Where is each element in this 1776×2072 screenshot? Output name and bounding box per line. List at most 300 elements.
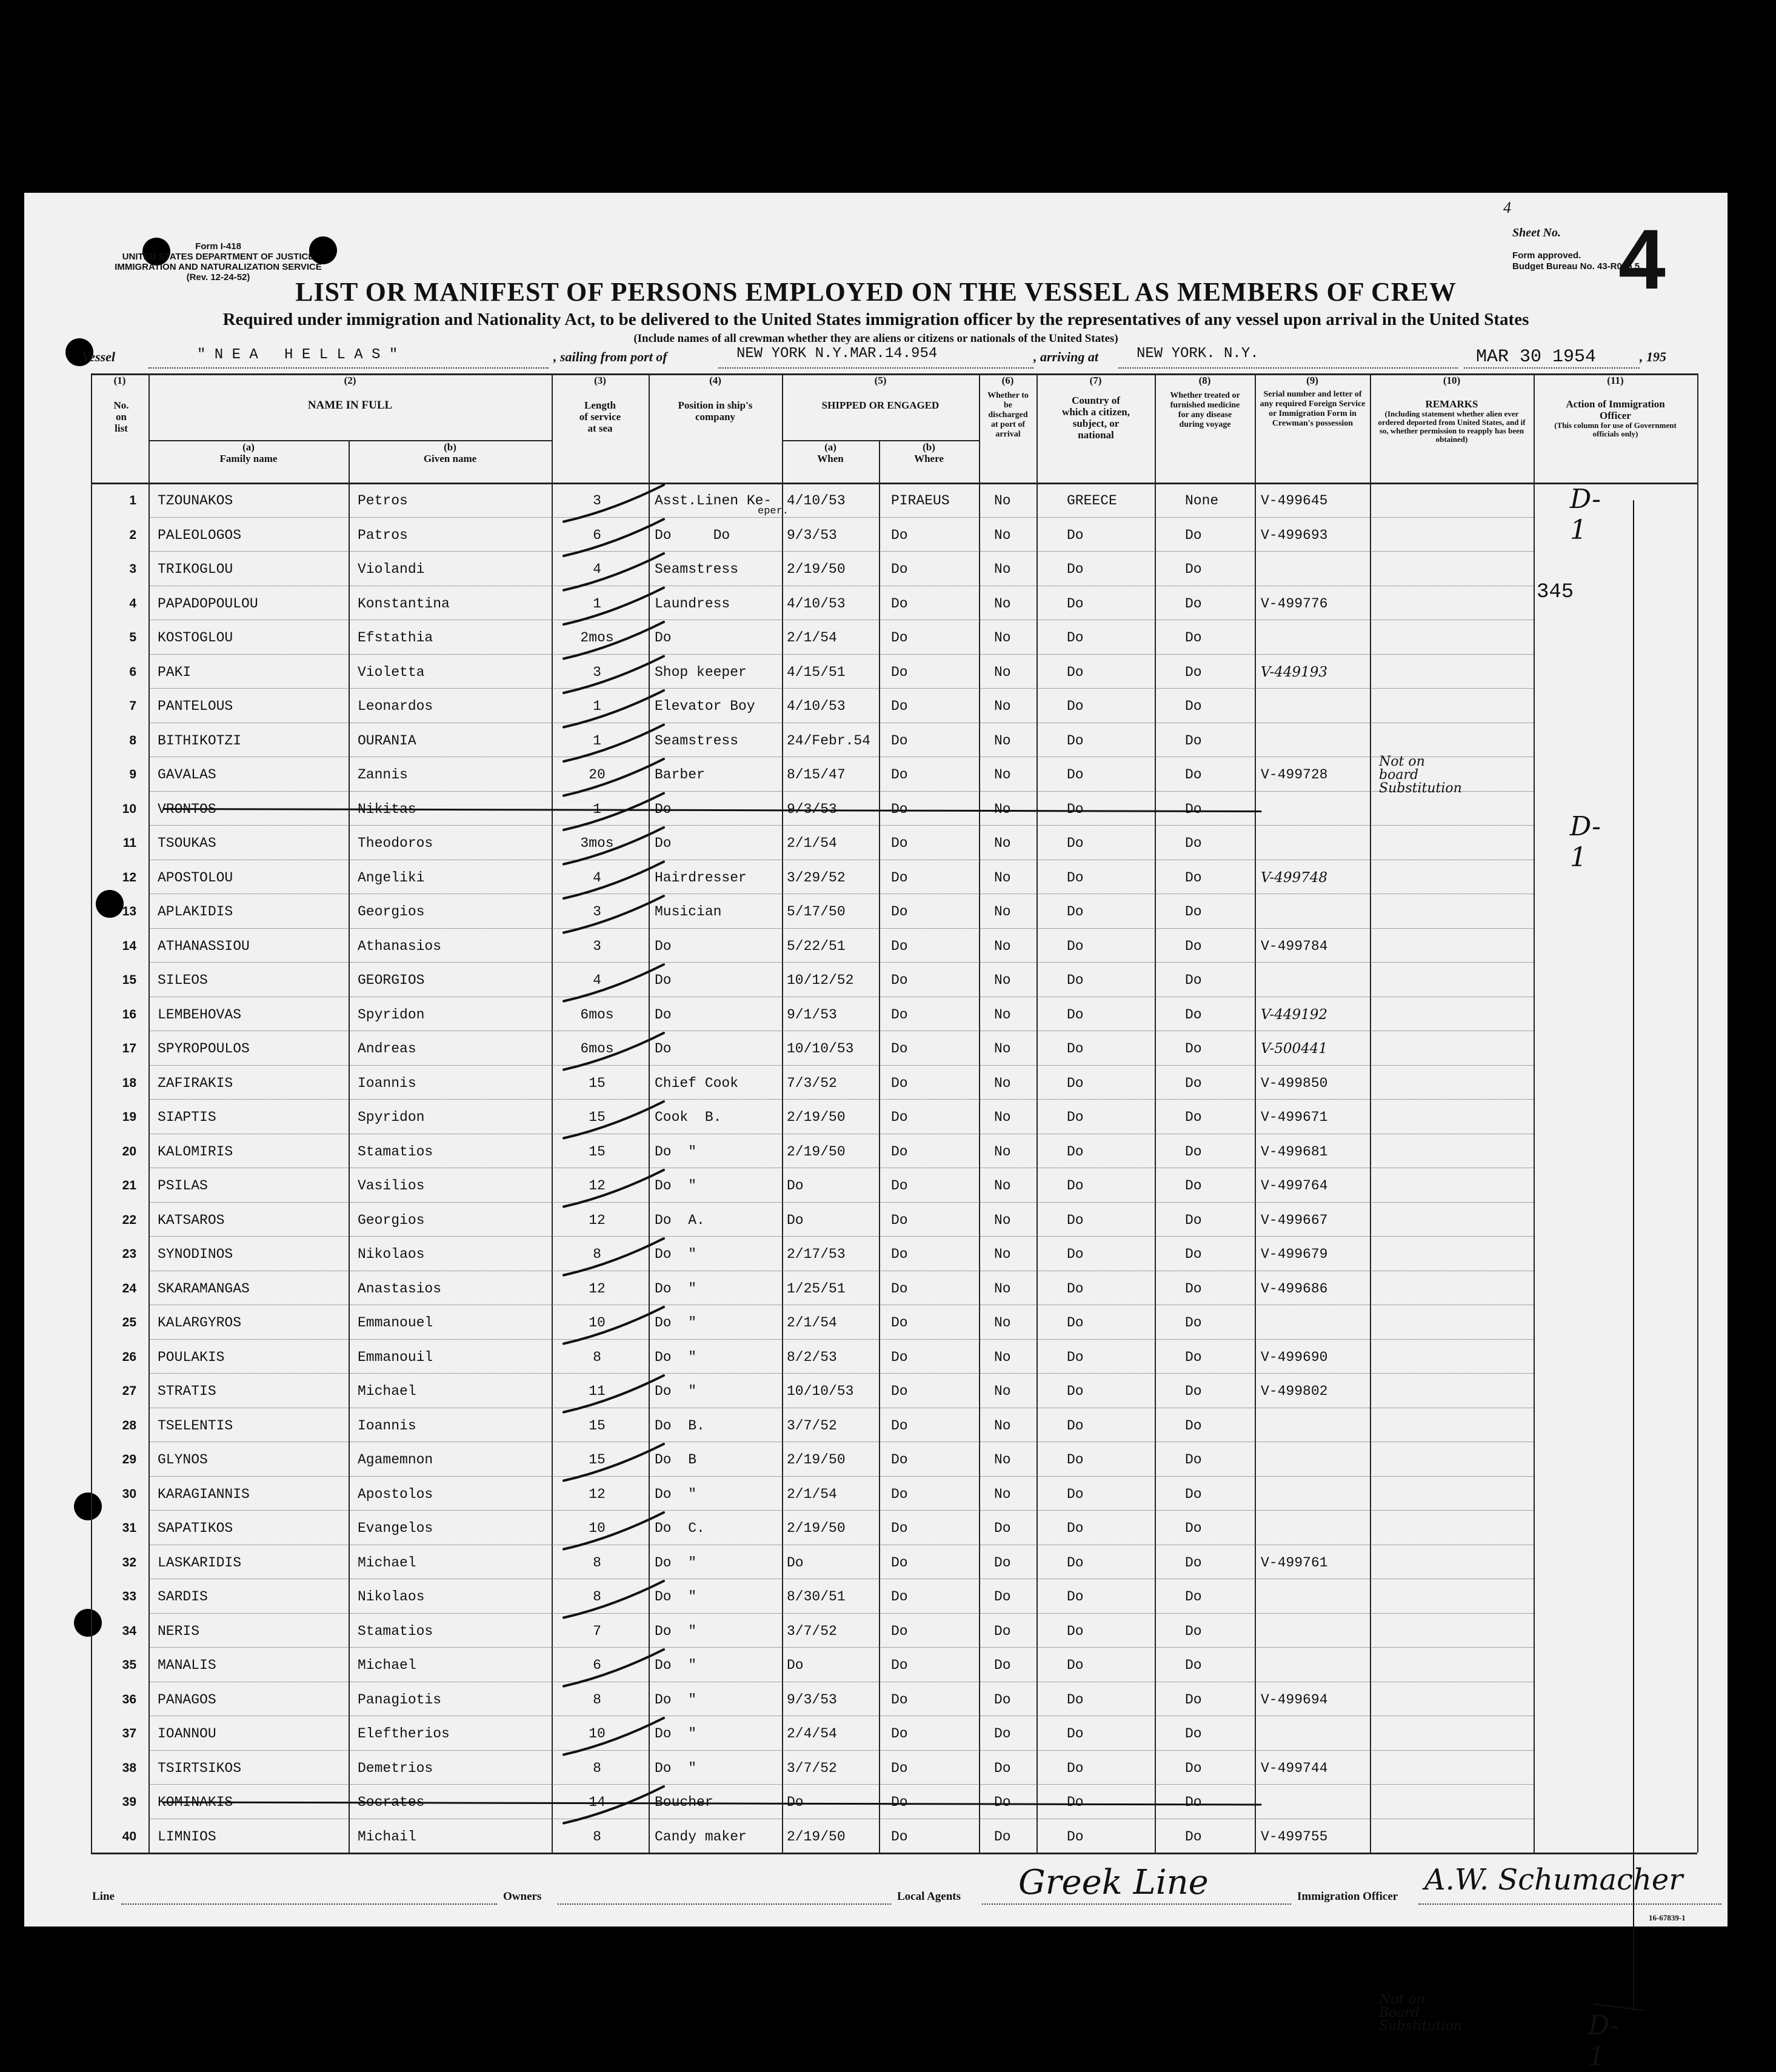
row-number: 1	[129, 493, 136, 507]
discharge: No	[994, 698, 1011, 714]
col4-header: (4) Position in ship's company	[678, 375, 753, 423]
family-name: MANALIS	[158, 1657, 216, 1673]
row-number: 38	[122, 1760, 136, 1775]
medical: Do	[1185, 767, 1202, 783]
row-number: 2	[129, 527, 136, 542]
country: Do	[1067, 1417, 1084, 1434]
country: Do	[1067, 835, 1084, 851]
col1-header: (1) No. on list	[113, 375, 129, 434]
ship-position: Do	[655, 1006, 672, 1023]
country: Do	[1067, 1178, 1084, 1194]
approval-line: Budget Bureau No. 43-R005.5.	[1512, 261, 1643, 272]
row-number: 11	[122, 836, 136, 850]
pencil-stroke	[564, 1581, 664, 1618]
family-name: ATHANASSIOU	[158, 938, 250, 954]
service-length: 14	[589, 1794, 606, 1810]
given-name: Nikitas	[358, 801, 416, 817]
shipped-where: Do	[891, 630, 908, 646]
given-name: Violandi	[358, 561, 425, 577]
col10-header: (10) REMARKS (Including statement whether alien ever ordered deported from United States, and if so, whether permission to reapply has been obtained)	[1378, 375, 1526, 444]
discharge: No	[994, 630, 1011, 646]
medical: Do	[1185, 1520, 1202, 1536]
service-length: 1	[593, 732, 601, 749]
service-length: 1	[593, 698, 601, 714]
ship-position: Candy maker	[655, 1828, 747, 1845]
pencil-stroke	[564, 1101, 664, 1138]
medical: Do	[1185, 1554, 1202, 1571]
family-name: NERIS	[158, 1623, 200, 1639]
serial-number: V-499693	[1261, 527, 1328, 543]
shipped-when: Do	[787, 1554, 804, 1571]
service-length: 4	[593, 561, 601, 577]
medical: Do	[1185, 527, 1202, 543]
medical: Do	[1185, 698, 1202, 714]
shipped-where: Do	[891, 1452, 908, 1468]
shipped-where: Do	[891, 698, 908, 714]
row-number: 30	[122, 1486, 136, 1501]
given-name: Apostolos	[358, 1486, 433, 1502]
shipped-when: 1/25/51	[787, 1280, 846, 1297]
country: Do	[1067, 1075, 1084, 1091]
family-name: TSELENTIS	[158, 1417, 233, 1434]
shipped-when: 2/1/54	[787, 1315, 837, 1331]
serial-number: V-499802	[1261, 1383, 1328, 1399]
shipped-where: Do	[891, 1143, 908, 1160]
country: Do	[1067, 1041, 1084, 1057]
row-number: 40	[122, 1829, 136, 1843]
ship-position: Do "	[655, 1726, 697, 1742]
pencil-stroke	[564, 1238, 664, 1275]
row-number: 8	[129, 733, 136, 747]
discharge: Do	[994, 1794, 1011, 1810]
print-code: 16-67839-1	[1649, 1913, 1686, 1922]
service-length: 10	[589, 1726, 606, 1742]
shipped-when: Do	[787, 1212, 804, 1228]
shipped-when: 3/7/52	[787, 1417, 837, 1434]
discharge: Do	[994, 1691, 1011, 1708]
given-name: Athanasios	[358, 938, 442, 954]
service-length: 7	[593, 1623, 601, 1639]
service-length: 2mos	[580, 630, 614, 646]
service-length: 12	[589, 1280, 606, 1297]
family-name: POULAKIS	[158, 1349, 225, 1365]
country: Do	[1067, 1794, 1084, 1810]
shipped-when: 8/15/47	[787, 767, 846, 783]
pencil-stroke	[564, 1375, 664, 1412]
shipped-when: 2/1/54	[787, 630, 837, 646]
shipped-when: 2/19/50	[787, 1109, 846, 1125]
sailing-port: NEW YORK N.Y.MAR.14.954	[736, 346, 938, 362]
ship-position: Do B	[655, 1452, 697, 1468]
form-number-line: (Rev. 12-24-52)	[186, 272, 250, 282]
given-name: Evangelos	[358, 1520, 433, 1536]
row-number: 3	[129, 562, 136, 576]
shipped-when: Do	[787, 1178, 804, 1194]
country: Do	[1067, 904, 1084, 920]
approval-line: Form approved.	[1512, 250, 1581, 261]
medical: Do	[1185, 1109, 1202, 1125]
pencil-stroke	[1594, 2004, 1643, 2010]
given-name: Patros	[358, 527, 408, 543]
service-length: 15	[589, 1417, 606, 1434]
pencil-stroke	[564, 1649, 664, 1686]
given-name: Leonardos	[358, 698, 433, 714]
service-length: 11	[589, 1383, 606, 1399]
sheet-pencil-number: 4	[1503, 199, 1511, 216]
shipped-where: Do	[891, 527, 908, 543]
pencil-stroke	[564, 520, 664, 556]
discharge: Do	[994, 1589, 1011, 1605]
medical: Do	[1185, 869, 1202, 886]
service-length: 10	[589, 1315, 606, 1331]
sheet-label: Sheet No.	[1512, 226, 1561, 239]
serial-number: V-499755	[1261, 1828, 1328, 1845]
col6-header: (6) Whether to be discharged at port of arrival	[987, 375, 1029, 439]
given-name: Emmanouel	[358, 1315, 433, 1331]
service-length: 15	[589, 1143, 606, 1160]
ship-position: Do "	[655, 1315, 697, 1331]
pencil-stroke	[564, 862, 664, 899]
given-name: Stamatios	[358, 1623, 433, 1639]
shipped-when: 2/19/50	[787, 1143, 846, 1160]
ship-position: Do "	[655, 1246, 697, 1262]
discharge: No	[994, 904, 1011, 920]
given-name: Socrates	[358, 1794, 425, 1810]
country: Do	[1067, 1828, 1084, 1845]
service-length: 3	[593, 904, 601, 920]
medical: Do	[1185, 1349, 1202, 1365]
d1-mark: D-1	[1570, 811, 1601, 873]
country: Do	[1067, 1623, 1084, 1639]
medical: Do	[1185, 1246, 1202, 1262]
ship-position: Do A.	[655, 1212, 705, 1228]
given-name: Konstantina	[358, 595, 450, 612]
service-length: 3	[593, 493, 601, 509]
family-name: KALARGYROS	[158, 1315, 242, 1331]
ship-position: Do "	[655, 1383, 697, 1399]
country: Do	[1067, 561, 1084, 577]
discharge: No	[994, 1417, 1011, 1434]
pencil-stroke	[564, 1033, 664, 1070]
shipped-where: Do	[891, 1726, 908, 1742]
row-number: 33	[122, 1589, 136, 1603]
serial-number: V-449193	[1261, 664, 1328, 680]
family-name: LEMBEHOVAS	[158, 1006, 242, 1023]
ship-position: Do	[655, 801, 672, 817]
service-length: 6mos	[580, 1006, 614, 1023]
col2a-header: (a) Family name	[219, 441, 278, 464]
shipped-where: Do	[891, 1417, 908, 1434]
country: Do	[1067, 732, 1084, 749]
shipped-when: 4/15/51	[787, 664, 846, 680]
family-name: PALEOLOGOS	[158, 527, 242, 543]
row-number: 6	[129, 664, 136, 679]
country: Do	[1067, 938, 1084, 954]
ship-position: Boucher	[655, 1794, 713, 1810]
family-name: PANTELOUS	[158, 698, 233, 714]
row-number: 18	[122, 1075, 136, 1090]
family-name: BITHIKOTZI	[158, 732, 242, 749]
row-number: 24	[122, 1281, 136, 1295]
shipped-where: Do	[891, 1383, 908, 1399]
agents-label: Local Agents	[897, 1890, 961, 1903]
row-number: 28	[122, 1418, 136, 1432]
pencil-stroke	[564, 657, 664, 693]
shipped-where: Do	[891, 1075, 908, 1091]
country: Do	[1067, 1280, 1084, 1297]
service-length: 15	[589, 1109, 606, 1125]
service-length: 8	[593, 1760, 601, 1776]
row-number: 19	[122, 1110, 136, 1124]
shipped-when: 9/3/53	[787, 801, 837, 817]
shipped-where: Do	[891, 1178, 908, 1194]
ship-position: Do	[655, 938, 672, 954]
ship-position: Do "	[655, 1280, 697, 1297]
pencil-stroke	[564, 896, 664, 933]
discharge: No	[994, 1041, 1011, 1057]
discharge: Do	[994, 1828, 1011, 1845]
given-name: Emmanouil	[358, 1349, 433, 1365]
given-name: OURANIA	[358, 732, 416, 749]
given-name: Spyridon	[358, 1006, 425, 1023]
shipped-when: 3/29/52	[787, 869, 846, 886]
medical: Do	[1185, 1452, 1202, 1468]
shipped-where: Do	[891, 1623, 908, 1639]
country: Do	[1067, 1520, 1084, 1536]
pencil-stroke	[564, 1512, 664, 1549]
row-number: 32	[122, 1555, 136, 1569]
service-length: 1	[593, 595, 601, 612]
pencil-stroke	[564, 588, 664, 625]
service-length: 3mos	[580, 835, 614, 851]
ship-position: Seamstress	[655, 561, 739, 577]
given-name: Angeliki	[358, 869, 425, 886]
country: Do	[1067, 801, 1084, 817]
serial-number: V-499784	[1261, 938, 1328, 954]
shipped-where: Do	[891, 1691, 908, 1708]
row-number: 13	[122, 904, 136, 918]
given-name: Demetrios	[358, 1760, 433, 1776]
officer-signature: A.W. Schumacher	[1424, 1863, 1683, 1897]
shipped-when: 24/Febr.54	[787, 732, 871, 749]
arrival-date: MAR 30 1954	[1476, 347, 1597, 367]
discharge: Do	[994, 1657, 1011, 1673]
shipped-where: Do	[891, 732, 908, 749]
form-note: (Include names of all crewman whether they are aliens or citizens or nationals of the United States)	[633, 332, 1118, 345]
ship-position: Do	[655, 835, 672, 851]
medical: Do	[1185, 972, 1202, 988]
pencil-stroke	[564, 794, 664, 830]
officer-label: Immigration Officer	[1297, 1890, 1398, 1903]
d1-mark: D-1	[1570, 484, 1601, 546]
family-name: APLAKIDIS	[158, 904, 233, 920]
family-name: KATSAROS	[158, 1212, 225, 1228]
given-name: Stamatios	[358, 1143, 433, 1160]
shipped-when: 10/10/53	[787, 1041, 854, 1057]
discharge: No	[994, 1143, 1011, 1160]
row-number: 29	[122, 1452, 136, 1466]
country: Do	[1067, 698, 1084, 714]
medical: Do	[1185, 1075, 1202, 1091]
row-number: 9	[129, 767, 136, 781]
serial-number: V-499728	[1261, 767, 1328, 783]
country: Do	[1067, 664, 1084, 680]
discharge: No	[994, 732, 1011, 749]
shipped-where: Do	[891, 595, 908, 612]
medical: Do	[1185, 1486, 1202, 1502]
col5a-header: (a) When	[817, 441, 844, 464]
service-length: 6	[593, 1657, 601, 1673]
country: Do	[1067, 595, 1084, 612]
service-length: 3	[593, 664, 601, 680]
country: Do	[1067, 869, 1084, 886]
medical: Do	[1185, 732, 1202, 749]
pencil-stroke	[564, 1786, 664, 1823]
discharge: No	[994, 1006, 1011, 1023]
family-name: PSILAS	[158, 1178, 208, 1194]
given-name: Vasilios	[358, 1178, 425, 1194]
medical: Do	[1185, 1383, 1202, 1399]
row-number: 35	[122, 1658, 136, 1672]
family-name: APOSTOLOU	[158, 869, 233, 886]
given-name: Michail	[358, 1828, 416, 1845]
family-name: SAPATIKOS	[158, 1520, 233, 1536]
family-name: SARDIS	[158, 1589, 208, 1605]
serial-number: V-499681	[1261, 1143, 1328, 1160]
shipped-where: Do	[891, 1006, 908, 1023]
d1-mark: D-1	[1588, 2010, 1619, 2072]
discharge: No	[994, 527, 1011, 543]
pencil-stroke	[564, 1307, 664, 1344]
count-stamp: 345	[1537, 581, 1574, 604]
shipped-when: 2/19/50	[787, 1520, 846, 1536]
underline	[1464, 367, 1640, 369]
medical: Do	[1185, 835, 1202, 851]
shipped-when: 5/22/51	[787, 938, 846, 954]
discharge: No	[994, 561, 1011, 577]
family-name: SILEOS	[158, 972, 208, 988]
serial-number: V-499679	[1261, 1246, 1328, 1262]
form-number-line: Form I-418	[195, 241, 241, 252]
country: Do	[1067, 1554, 1084, 1571]
shipped-when: 2/19/50	[787, 1828, 846, 1845]
family-name: SKARAMANGAS	[158, 1280, 250, 1297]
medical: Do	[1185, 1623, 1202, 1639]
line-underline	[121, 1903, 497, 1905]
ship-position: Do	[655, 972, 672, 988]
family-name: TZOUNAKOS	[158, 493, 233, 509]
ship-position: Do	[655, 1041, 672, 1057]
shipped-when: 2/19/50	[787, 561, 846, 577]
family-name: KOSTOGLOU	[158, 630, 233, 646]
shipped-where: Do	[891, 1212, 908, 1228]
discharge: No	[994, 664, 1011, 680]
family-name: KARAGIANNIS	[158, 1486, 250, 1502]
service-length: 15	[589, 1452, 606, 1468]
agents-underline	[982, 1903, 1291, 1905]
ship-position: Do Do	[655, 527, 730, 543]
given-name: Spyridon	[358, 1109, 425, 1125]
country: Do	[1067, 1486, 1084, 1502]
given-name: Georgios	[358, 904, 425, 920]
family-name: SIAPTIS	[158, 1109, 216, 1125]
discharge: Do	[994, 1623, 1011, 1639]
ship-position: Laundress	[655, 595, 730, 612]
discharge: No	[994, 972, 1011, 988]
shipped-where: Do	[891, 1589, 908, 1605]
medical: Do	[1185, 1794, 1202, 1810]
form-number-line: IMMIGRATION AND NATURALIZATION SERVICE	[115, 262, 322, 272]
discharge: No	[994, 1383, 1011, 1399]
shipped-where: Do	[891, 1657, 908, 1673]
medical: Do	[1185, 1726, 1202, 1742]
form-subtitle: Required under immigration and Nationality Act, to be delivered to the United States immigration officer by the representatives of any vessel upon arrival in the United States	[222, 310, 1529, 329]
shipped-when: 9/1/53	[787, 1006, 837, 1023]
ship-position: Asst.Linen Ke-	[655, 493, 772, 509]
pencil-stroke	[564, 759, 664, 796]
col8-header: (8) Whether treated or furnished medicine for any disease during voyage	[1170, 375, 1240, 429]
owners-underline	[558, 1903, 891, 1905]
service-length: 3	[593, 938, 601, 954]
country: Do	[1067, 1349, 1084, 1365]
country: Do	[1067, 1452, 1084, 1468]
service-length: 12	[589, 1486, 606, 1502]
given-name: Nikolaos	[358, 1246, 425, 1262]
shipped-where: Do	[891, 1520, 908, 1536]
discharge: No	[994, 1109, 1011, 1125]
given-name: Violetta	[358, 664, 425, 680]
medical: Do	[1185, 1760, 1202, 1776]
medical: Do	[1185, 1691, 1202, 1708]
serial-number: V-499645	[1261, 493, 1328, 509]
discharge: Do	[994, 1520, 1011, 1536]
shipped-where: Do	[891, 1828, 908, 1845]
shipped-where: Do	[891, 835, 908, 851]
discharge: No	[994, 1315, 1011, 1331]
family-name: ZAFIRAKIS	[158, 1075, 233, 1091]
given-name: Petros	[358, 493, 408, 509]
given-name: Eleftherios	[358, 1726, 450, 1742]
row-number: 26	[122, 1349, 136, 1364]
row-number: 23	[122, 1247, 136, 1261]
shipped-where: Do	[891, 1760, 908, 1776]
given-name: Nikolaos	[358, 1589, 425, 1605]
pencil-marks	[91, 373, 1703, 2071]
given-name: Andreas	[358, 1041, 416, 1057]
shipped-where: Do	[891, 1315, 908, 1331]
shipped-where: PIRAEUS	[891, 493, 950, 509]
shipped-when: 2/1/54	[787, 835, 837, 851]
shipped-when: 2/1/54	[787, 1486, 837, 1502]
col2-header: (2) NAME IN FULL	[307, 375, 393, 412]
ship-position: Do "	[655, 1760, 697, 1776]
family-name: IOANNOU	[158, 1726, 216, 1742]
country: Do	[1067, 767, 1084, 783]
shipped-when: 4/10/53	[787, 698, 846, 714]
pencil-stroke	[564, 622, 664, 659]
discharge: No	[994, 595, 1011, 612]
medical: None	[1185, 493, 1219, 509]
row-number: 17	[122, 1041, 136, 1055]
discharge: Do	[994, 1554, 1011, 1571]
ship-position: Do "	[655, 1554, 697, 1571]
medical: Do	[1185, 664, 1202, 680]
given-name: Theodoros	[358, 835, 433, 851]
family-name: GAVALAS	[158, 767, 216, 783]
shipped-where: Do	[891, 1794, 908, 1810]
serial-number: V-499694	[1261, 1691, 1328, 1708]
col7-header: (7) Country of which a citizen, subject, or national	[1062, 375, 1130, 441]
